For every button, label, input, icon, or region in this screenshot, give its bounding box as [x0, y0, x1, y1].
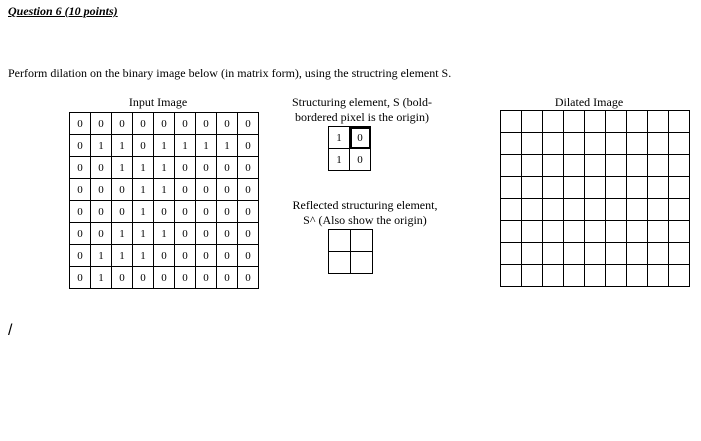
input-image-cell: 0	[175, 157, 196, 179]
input-image-cell: 1	[133, 201, 154, 223]
input-image-cell: 1	[133, 157, 154, 179]
dilated-image-cell[interactable]	[543, 155, 564, 177]
input-image-cell: 0	[238, 245, 259, 267]
dilated-image-cell[interactable]	[669, 221, 690, 243]
input-image-cell: 0	[196, 201, 217, 223]
dilated-image-cell[interactable]	[522, 221, 543, 243]
dilated-image-row	[501, 177, 690, 199]
dilated-image-cell[interactable]	[543, 199, 564, 221]
input-image-cell: 0	[175, 245, 196, 267]
input-image-cell: 1	[217, 135, 238, 157]
input-image-cell: 1	[154, 135, 175, 157]
input-image-cell: 0	[217, 267, 238, 289]
input-image-cell: 0	[175, 179, 196, 201]
dilated-image-cell[interactable]	[522, 243, 543, 265]
dilated-image-cell[interactable]	[501, 133, 522, 155]
dilated-image-cell[interactable]	[564, 177, 585, 199]
input-image-cell: 0	[70, 267, 91, 289]
dilated-image-row	[501, 221, 690, 243]
dilated-image-cell[interactable]	[606, 265, 627, 287]
dilated-image-cell[interactable]	[501, 243, 522, 265]
structuring-element-row	[329, 149, 371, 171]
input-image-row	[70, 201, 259, 223]
reflected-element-row	[329, 230, 373, 252]
dilated-image-cell[interactable]	[501, 155, 522, 177]
dilated-image-row	[501, 111, 690, 133]
input-image-cell: 0	[70, 223, 91, 245]
dilated-image-row	[501, 155, 690, 177]
structuring-element-grid	[328, 126, 371, 171]
dilated-image-cell[interactable]	[627, 243, 648, 265]
input-image-cell: 0	[217, 245, 238, 267]
dilated-image-cell[interactable]	[627, 221, 648, 243]
input-image-caption: Input Image	[128, 95, 188, 109]
input-image-cell: 0	[196, 179, 217, 201]
reflected-element-caption-line1: Reflected structuring element,	[292, 198, 438, 212]
dilated-image-row	[501, 199, 690, 221]
dilated-image-caption: Dilated Image	[554, 95, 624, 109]
dilated-image-cell[interactable]	[564, 221, 585, 243]
input-image-grid	[69, 112, 259, 289]
dilated-image-cell[interactable]	[543, 111, 564, 133]
dilated-image-cell[interactable]	[543, 133, 564, 155]
input-image-cell: 0	[175, 113, 196, 135]
dilated-image-cell[interactable]	[522, 111, 543, 133]
input-image-cell: 0	[91, 179, 112, 201]
dilated-image-cell[interactable]	[648, 177, 669, 199]
reflected-element-cell[interactable]	[329, 252, 351, 274]
dilated-image-cell[interactable]	[669, 199, 690, 221]
input-image-cell: 0	[91, 113, 112, 135]
input-image-cell: 0	[217, 157, 238, 179]
input-image-cell: 0	[196, 223, 217, 245]
input-image-cell: 0	[238, 113, 259, 135]
input-image-cell: 0	[238, 135, 259, 157]
input-image-cell: 0	[91, 223, 112, 245]
input-image-cell: 0	[196, 113, 217, 135]
dilated-image-cell[interactable]	[543, 265, 564, 287]
dilated-image-cell[interactable]	[585, 265, 606, 287]
reflected-element-cell[interactable]	[351, 230, 373, 252]
dilated-image-cell[interactable]	[585, 155, 606, 177]
input-image-cell: 1	[133, 223, 154, 245]
dilated-image-cell[interactable]	[564, 111, 585, 133]
reflected-element-row	[329, 252, 373, 274]
input-image-cell: 0	[175, 267, 196, 289]
dilated-image-cell[interactable]	[606, 199, 627, 221]
dilated-image-cell[interactable]	[585, 133, 606, 155]
input-image-cell: 0	[217, 201, 238, 223]
input-image-cell: 1	[154, 157, 175, 179]
structuring-element-caption	[272, 95, 452, 125]
input-image-cell: 1	[112, 135, 133, 157]
dilated-image-cell[interactable]	[522, 177, 543, 199]
dilated-image-cell[interactable]	[522, 155, 543, 177]
dilated-image-cell[interactable]	[522, 265, 543, 287]
input-image-cell: 1	[175, 135, 196, 157]
input-image-cell: 0	[154, 113, 175, 135]
dilated-image-cell[interactable]	[648, 265, 669, 287]
dilated-image-cell[interactable]	[501, 199, 522, 221]
dilated-image-row	[501, 243, 690, 265]
dilated-image-cell[interactable]	[585, 199, 606, 221]
input-image-cell: 1	[112, 245, 133, 267]
dilated-image-cell[interactable]	[627, 133, 648, 155]
dilated-image-cell[interactable]	[606, 133, 627, 155]
input-image-cell: 1	[133, 179, 154, 201]
dilated-image-cell[interactable]	[564, 155, 585, 177]
input-image-cell: 0	[133, 135, 154, 157]
input-image-cell: 0	[238, 157, 259, 179]
dilated-image-cell[interactable]	[648, 133, 669, 155]
reflected-element-cell[interactable]	[329, 230, 351, 252]
structuring-element-cell: 1	[329, 127, 350, 149]
dilated-image-cell[interactable]	[648, 199, 669, 221]
dilated-image-cell[interactable]	[669, 177, 690, 199]
input-image-cell: 1	[133, 245, 154, 267]
structuring-element-origin-cell: 0	[350, 127, 371, 149]
dilated-image-cell[interactable]	[648, 221, 669, 243]
input-image-cell: 1	[91, 267, 112, 289]
dilated-image-cell[interactable]	[669, 265, 690, 287]
dilated-image-row	[501, 133, 690, 155]
dilated-image-cell[interactable]	[627, 177, 648, 199]
dilated-image-cell[interactable]	[627, 111, 648, 133]
input-image-cell: 0	[196, 245, 217, 267]
dilated-image-cell[interactable]	[585, 243, 606, 265]
input-image-cell: 0	[238, 267, 259, 289]
input-image-cell: 0	[217, 113, 238, 135]
reflected-element-grid[interactable]	[328, 229, 373, 274]
dilated-image-cell[interactable]	[669, 243, 690, 265]
dilated-image-cell[interactable]	[669, 111, 690, 133]
input-image-cell: 1	[154, 223, 175, 245]
input-image-cell: 0	[70, 135, 91, 157]
dilated-image-cell[interactable]	[606, 155, 627, 177]
input-image-row	[70, 113, 259, 135]
input-image-cell: 0	[154, 201, 175, 223]
input-image-cell: 0	[112, 201, 133, 223]
structuring-element-caption-line1: Structuring element, S (bold-	[292, 95, 432, 109]
dilated-image-cell[interactable]	[648, 243, 669, 265]
dilated-image-row	[501, 265, 690, 287]
text-cursor-mark: /	[8, 322, 13, 339]
dilated-image-cell[interactable]	[585, 177, 606, 199]
dilated-image-cell[interactable]	[501, 221, 522, 243]
input-image-cell: 1	[196, 135, 217, 157]
structuring-element-cell: 0	[350, 149, 371, 171]
dilated-image-cell[interactable]	[522, 133, 543, 155]
dilated-image-cell[interactable]	[585, 111, 606, 133]
input-image-cell: 1	[91, 245, 112, 267]
input-image-cell: 0	[70, 113, 91, 135]
input-image-row	[70, 245, 259, 267]
input-image-cell: 1	[154, 179, 175, 201]
dilated-image-cell[interactable]	[669, 155, 690, 177]
input-image-cell: 0	[154, 267, 175, 289]
dilated-image-cell[interactable]	[522, 199, 543, 221]
input-image-cell: 0	[70, 201, 91, 223]
input-image-cell: 0	[175, 201, 196, 223]
input-image-cell: 0	[196, 267, 217, 289]
input-image-cell: 0	[91, 201, 112, 223]
dilated-image-cell[interactable]	[501, 177, 522, 199]
input-image-cell: 0	[112, 179, 133, 201]
dilated-image-cell[interactable]	[543, 243, 564, 265]
input-image-cell: 0	[154, 245, 175, 267]
structuring-element-caption-line2: bordered pixel is the origin)	[295, 110, 429, 124]
dilated-image-cell[interactable]	[606, 177, 627, 199]
reflected-element-caption-line2: S^ (Also show the origin)	[303, 213, 427, 227]
dilated-image-cell[interactable]	[564, 243, 585, 265]
dilated-image-cell[interactable]	[648, 111, 669, 133]
input-image-row	[70, 223, 259, 245]
dilated-image-cell[interactable]	[627, 155, 648, 177]
dilated-image-grid[interactable]	[500, 110, 690, 287]
dilated-image-cell[interactable]	[627, 199, 648, 221]
dilated-image-cell[interactable]	[501, 111, 522, 133]
dilated-image-cell[interactable]	[543, 177, 564, 199]
input-image-cell: 0	[70, 245, 91, 267]
input-image-cell: 0	[217, 223, 238, 245]
reflected-element-caption	[270, 198, 460, 228]
input-image-cell: 0	[238, 201, 259, 223]
input-image-cell: 0	[112, 113, 133, 135]
input-image-cell: 0	[70, 179, 91, 201]
dilated-image-cell[interactable]	[648, 155, 669, 177]
question-title: Question 6 (10 points)	[8, 4, 118, 18]
input-image-cell: 0	[196, 157, 217, 179]
input-image-row	[70, 267, 259, 289]
input-image-cell: 0	[238, 223, 259, 245]
input-image-cell: 0	[133, 267, 154, 289]
reflected-element-cell[interactable]	[351, 252, 373, 274]
dilated-image-cell[interactable]	[627, 265, 648, 287]
dilated-image-cell[interactable]	[669, 133, 690, 155]
input-image-cell: 0	[175, 223, 196, 245]
input-image-row	[70, 157, 259, 179]
dilated-image-cell[interactable]	[606, 111, 627, 133]
instruction-text: Perform dilation on the binary image below (in matrix form), using the structring element S.	[8, 66, 452, 80]
structuring-element-row	[329, 127, 371, 149]
dilated-image-cell[interactable]	[585, 221, 606, 243]
dilated-image-cell[interactable]	[564, 133, 585, 155]
input-image-cell: 1	[112, 223, 133, 245]
input-image-cell: 0	[133, 113, 154, 135]
input-image-cell: 0	[238, 179, 259, 201]
input-image-row	[70, 135, 259, 157]
input-image-cell: 0	[91, 157, 112, 179]
dilated-image-cell[interactable]	[606, 243, 627, 265]
input-image-cell: 0	[112, 267, 133, 289]
dilated-image-cell[interactable]	[564, 265, 585, 287]
structuring-element-cell: 1	[329, 149, 350, 171]
dilated-image-cell[interactable]	[564, 199, 585, 221]
input-image-cell: 1	[91, 135, 112, 157]
dilated-image-cell[interactable]	[501, 265, 522, 287]
dilated-image-cell[interactable]	[543, 221, 564, 243]
input-image-row	[70, 179, 259, 201]
input-image-cell: 1	[112, 157, 133, 179]
input-image-cell: 0	[70, 157, 91, 179]
input-image-cell: 0	[217, 179, 238, 201]
dilated-image-cell[interactable]	[606, 221, 627, 243]
